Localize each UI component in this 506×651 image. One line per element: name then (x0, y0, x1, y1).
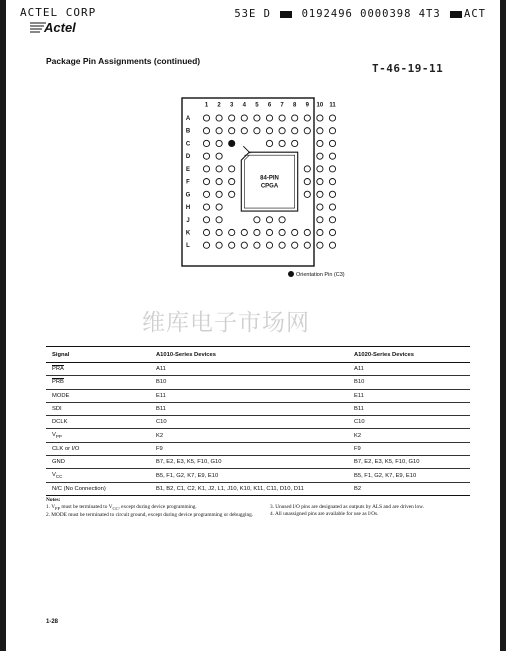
pin (266, 229, 272, 235)
code-b: 0192496 0000398 4T3 (301, 8, 441, 20)
code-c: ACT (464, 8, 486, 20)
pin (304, 128, 310, 134)
column-header: Signal (46, 347, 150, 363)
pin (216, 191, 222, 197)
page-number: 1-28 (46, 619, 59, 625)
pin (279, 128, 285, 134)
pin (266, 242, 272, 248)
pin (229, 229, 235, 235)
pin (266, 128, 272, 134)
code-a: 53E D (234, 8, 271, 20)
pin (203, 229, 209, 235)
datasheet-page (6, 0, 500, 651)
row-label: F (186, 179, 190, 186)
a1010-cell: B10 (150, 376, 348, 389)
row-label: C (185, 141, 191, 148)
pin (216, 153, 222, 159)
black-marker (280, 11, 292, 18)
table-row (46, 456, 470, 469)
pin (203, 204, 209, 210)
a1010-cell: C10 (150, 416, 348, 429)
pin (279, 115, 285, 121)
a1020-cell: F9 (348, 442, 470, 455)
a1020-cell: B11 (348, 402, 470, 415)
pin (304, 242, 310, 248)
signal-cell: DCLK (46, 416, 150, 429)
pin (329, 242, 335, 248)
pin (279, 229, 285, 235)
pin (304, 229, 310, 235)
column-header: A1010-Series Devices (150, 347, 348, 363)
row-label: E (185, 166, 191, 173)
signal-cell: CLK or I/O (46, 442, 150, 455)
pin (229, 242, 235, 248)
pin (254, 128, 260, 134)
package-outline (182, 98, 314, 266)
pin (329, 128, 335, 134)
pin (216, 128, 222, 134)
pin (279, 140, 285, 146)
pin (254, 242, 260, 248)
a1010-cell: K2 (150, 429, 348, 442)
notes-heading: Notes: (46, 497, 61, 503)
pin (317, 191, 323, 197)
pin (203, 191, 209, 197)
notch-line (243, 146, 250, 153)
pin (329, 115, 335, 121)
pin (216, 166, 222, 172)
document-code (234, 8, 486, 20)
signal-cell: GND (46, 456, 150, 469)
pin (279, 242, 285, 248)
pin (241, 115, 247, 121)
pin (317, 128, 323, 134)
row-label: D (185, 154, 191, 161)
pin (317, 166, 323, 172)
row-label: J (186, 217, 190, 224)
a1020-cell: B5, F1, G2, K7, E9, E10 (348, 469, 470, 482)
signal-cell: $\overline{PRB}$ (46, 376, 150, 389)
column-label: 7 (280, 102, 284, 109)
table-row (46, 429, 470, 442)
pin (254, 115, 260, 121)
pin (317, 140, 323, 146)
note-item: 2. MODE must be terminated to circuit ground, except during device programming or debugging. (46, 512, 254, 519)
column-label: 1 (204, 102, 209, 109)
row-label: A (185, 116, 191, 122)
table-row (46, 416, 470, 429)
pin (216, 229, 222, 235)
signal-cell: $\overline{PRA}$ (46, 363, 150, 376)
pin (304, 179, 310, 185)
pin (329, 166, 335, 172)
a1020-cell: K2 (348, 429, 470, 442)
pin (203, 115, 209, 121)
pin (317, 204, 323, 210)
cpga-84-pin-diagram (156, 94, 336, 270)
a1020-cell: B10 (348, 376, 470, 389)
column-label: 10 (316, 102, 324, 109)
table-row (46, 482, 470, 495)
pin (216, 115, 222, 121)
pin-assignment-table (46, 346, 470, 496)
column-label: 6 (267, 102, 272, 109)
a1010-cell: E11 (150, 389, 348, 402)
a1020-cell: E11 (348, 389, 470, 402)
pin (292, 115, 298, 121)
a1010-cell: F9 (150, 442, 348, 455)
pin (317, 229, 323, 235)
pin (329, 153, 335, 159)
a1020-cell: B2 (348, 482, 470, 495)
company-name: ACTEL CORP (20, 6, 97, 19)
pin (216, 217, 222, 223)
table-row (46, 442, 470, 455)
pin (241, 242, 247, 248)
pin (241, 229, 247, 235)
table-row (46, 376, 470, 389)
pin (266, 217, 272, 223)
table-row (46, 363, 470, 376)
column-label: 5 (255, 102, 259, 109)
pin (216, 204, 222, 210)
row-label: H (185, 205, 191, 212)
pin (317, 179, 323, 185)
row-label: G (185, 192, 191, 199)
table-row (46, 389, 470, 402)
pin (329, 204, 335, 210)
pin (216, 242, 222, 248)
pin (292, 140, 298, 146)
pin (216, 140, 222, 146)
pin (266, 140, 272, 146)
column-label: 8 (293, 102, 297, 109)
a1010-cell: B1, B2, C1, C2, K1, J2, L1, J10, K10, K11, C11, D10, D11 (150, 482, 348, 495)
pin (203, 179, 209, 185)
pin (317, 217, 323, 223)
signal-cell: N/C (No Connection) (46, 482, 150, 495)
pin (292, 128, 298, 134)
orientation-pin (229, 140, 235, 146)
signal-cell: $V_{CC}$ (46, 469, 150, 482)
pin (329, 229, 335, 235)
pin (203, 140, 209, 146)
pin (203, 242, 209, 248)
table-row (46, 469, 470, 482)
section-title: Package Pin Assignments (continued) (46, 56, 201, 66)
pin (317, 242, 323, 248)
orientation-dot-icon (288, 271, 294, 277)
pin (317, 153, 323, 159)
row-label: B (185, 128, 191, 135)
pin (317, 115, 323, 121)
pin (203, 128, 209, 134)
column-label: 4 (242, 102, 246, 109)
column-label: 2 (217, 102, 221, 109)
row-label: K (185, 230, 191, 237)
a1010-cell: B5, F1, G2, K7, E9, E10 (150, 469, 348, 482)
signal-cell: MODE (46, 389, 150, 402)
a1020-cell: A11 (348, 363, 470, 376)
a1010-cell: A11 (150, 363, 348, 376)
watermark: 维库电子市场网 (142, 310, 310, 336)
note-item: 3. Unused I/O pins are designated as outputs by ALS and are driven low. (270, 503, 424, 510)
column-label: 3 (230, 102, 234, 109)
column-label: 9 (305, 102, 309, 109)
pin (203, 153, 209, 159)
pin (304, 166, 310, 172)
signal-cell: $V_{PP}$ (46, 429, 150, 442)
pin (266, 115, 272, 121)
table-row (46, 402, 470, 415)
pin (254, 229, 260, 235)
pin (329, 191, 335, 197)
pin (279, 217, 285, 223)
pin (229, 166, 235, 172)
signal-cell: SDI (46, 402, 150, 415)
black-marker (450, 11, 462, 18)
row-label: L (186, 243, 190, 250)
orientation-label: Orientation Pin (C3) (296, 272, 345, 278)
pin (229, 115, 235, 121)
pin (203, 217, 209, 223)
handwritten-stamp: T-46-19-11 (372, 62, 444, 75)
pin (254, 217, 260, 223)
pin (292, 242, 298, 248)
note-item: 4. All unassigned pins are available for use as I/Os. (270, 511, 379, 518)
column-label: 11 (329, 102, 336, 109)
table-header-row (46, 347, 470, 363)
pin (241, 128, 247, 134)
pin (304, 115, 310, 121)
notes-section (46, 497, 478, 520)
pin (229, 128, 235, 134)
pin (304, 191, 310, 197)
a1010-cell: B11 (150, 402, 348, 415)
a1020-cell: C10 (348, 416, 470, 429)
a1010-cell: B7, E2, E3, K5, F10, G10 (150, 456, 348, 469)
pin (216, 179, 222, 185)
pin (329, 217, 335, 223)
pin (229, 179, 235, 185)
svg-text:Actel: Actel (44, 20, 76, 35)
orientation-legend (288, 271, 345, 278)
pin (292, 229, 298, 235)
chip-label-line1: 84-PIN (260, 175, 279, 182)
actel-logo (30, 20, 88, 34)
note-item: 1. $V_{PP}$ must be terminated to $V_{CC}$, except during device programming. (46, 503, 197, 511)
chip-label-line2: CPGA (260, 183, 279, 190)
pin (329, 140, 335, 146)
pin (203, 166, 209, 172)
column-header: A1020-Series Devices (348, 347, 470, 363)
pin (329, 179, 335, 185)
pin (229, 191, 235, 197)
a1020-cell: B7, E2, E3, K5, F10, G10 (348, 456, 470, 469)
